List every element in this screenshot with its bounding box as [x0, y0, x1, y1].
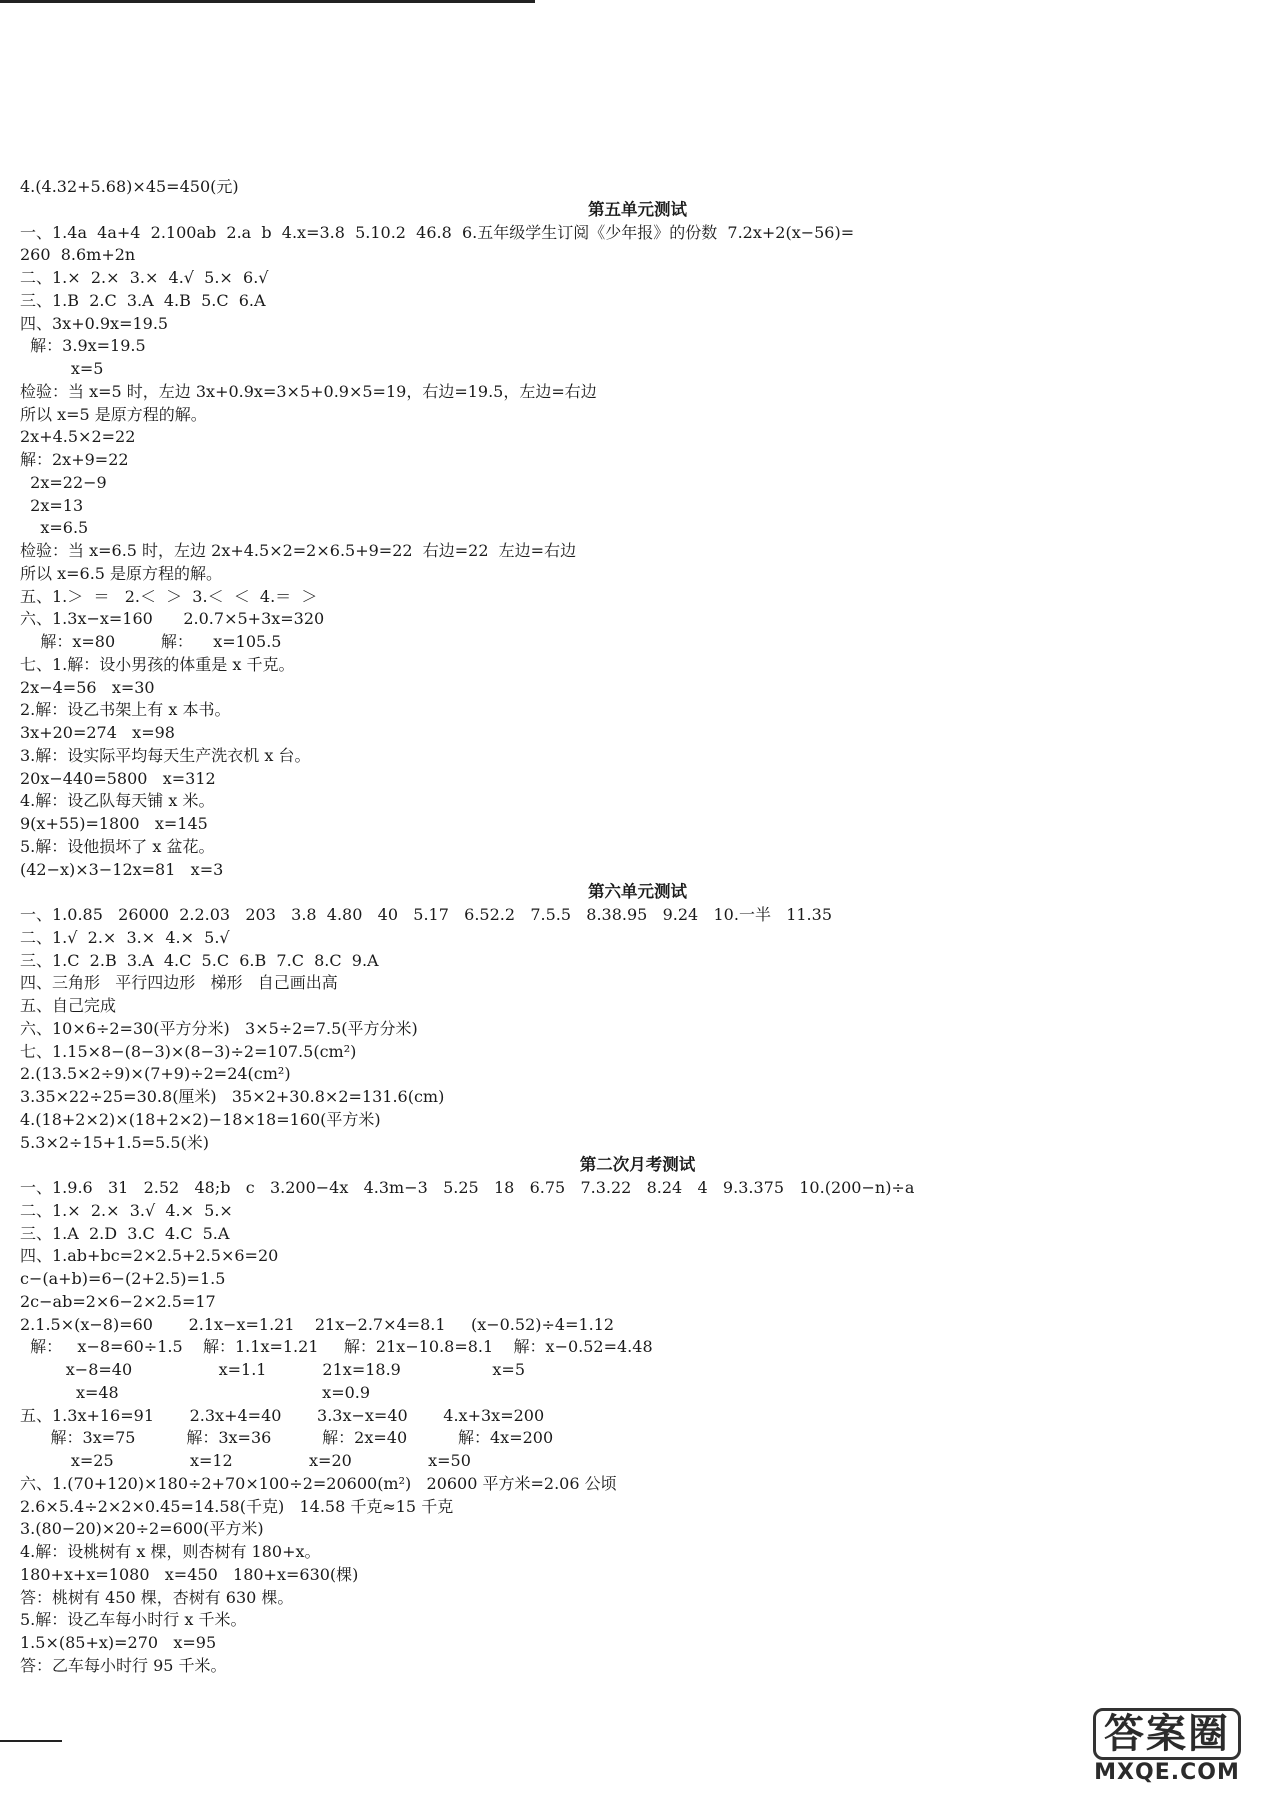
- answer-line: 2x=13: [20, 495, 84, 515]
- answer-line: 六、1.3x−x=160 2.0.7×5+3x=320: [20, 609, 325, 629]
- answer-line: 2x+4.5×2=22: [20, 427, 136, 447]
- answer-line: 所以 x=6.5 是原方程的解。: [20, 563, 223, 583]
- answer-line: 5.解：设他损坏了 x 盆花。: [20, 836, 215, 856]
- answer-line: 260 8.6m+2n: [20, 245, 136, 265]
- answer-line: x−8=40 x=1.1 21x=18.9 x=5: [20, 1360, 525, 1379]
- answer-line: 1.5×(85+x)=270 x=95: [20, 1633, 217, 1652]
- answer-line: x=5: [20, 359, 104, 378]
- answer-line: 三、1.B 2.C 3.A 4.B 5.C 6.A: [20, 290, 266, 310]
- answer-line: 六、1.(70+120)×180÷2+70×100÷2=20600(m²) 20600 平方米=2.06 公顷: [20, 1473, 617, 1493]
- answer-line: 2.1.5×(x−8)=60 2.1x−x=1.21 21x−2.7×4=8.1 (x−0.52)÷4=1.12: [20, 1314, 615, 1334]
- answer-line: 五、1.3x+16=91 2.3x+4=40 3.3x−x=40 4.x+3x=200: [20, 1405, 545, 1425]
- answer-line: 答：乙车每小时行 95 千米。: [20, 1655, 227, 1675]
- answer-line: 四、3x+0.9x=19.5: [20, 313, 169, 333]
- answer-line: 一、1.4a 4a+4 2.100ab 2.a b 4.x=3.8 5.10.2 46.8 6.五年级学生订阅《少年报》的份数 7.2x+2(x−56)=: [20, 222, 855, 242]
- answer-line: c−(a+b)=6−(2+2.5)=1.5: [20, 1269, 226, 1288]
- answer-line: 七、1.15×8−(8−3)×(8−3)÷2=107.5(cm²): [20, 1041, 357, 1061]
- answer-line: 七、1.解：设小男孩的体重是 x 千克。: [20, 654, 295, 674]
- section-title: 第六单元测试: [588, 882, 687, 902]
- answer-line: 解：x=80 解： x=105.5: [20, 632, 282, 651]
- answer-line: 5.解：设乙车每小时行 x 千米。: [20, 1610, 247, 1630]
- answer-line: 二、1.× 2.× 3.√ 4.× 5.×: [20, 1200, 233, 1220]
- answer-line: 2x=22−9: [20, 472, 107, 492]
- answer-line: 2.解：设乙书架上有 x 本书。: [20, 700, 231, 720]
- answer-line: 3x+20=274 x=98: [20, 723, 175, 742]
- answer-line: 解：3.9x=19.5: [20, 336, 146, 356]
- answer-line: 所以 x=5 是原方程的解。: [20, 404, 207, 424]
- answer-line: 五、1.＞ ＝ 2.＜ ＞ 3.＜ ＜ 4.＝ ＞: [20, 586, 318, 606]
- answer-line: 解：3x=75 解：3x=36 解：2x=40 解：4x=200: [20, 1428, 554, 1448]
- answer-line: x=25 x=12 x=20 x=50: [20, 1451, 471, 1470]
- section-title: 第二次月考测试: [579, 1155, 696, 1175]
- answer-line: 三、1.A 2.D 3.C 4.C 5.A: [20, 1223, 230, 1243]
- watermark-url: MXQE.COM: [1094, 1760, 1240, 1785]
- answer-line: 4.(4.32+5.68)×45=450(元): [20, 177, 239, 196]
- answer-line: 六、10×6÷2=30(平方分米) 3×5÷2=7.5(平方分米): [20, 1018, 418, 1038]
- watermark-logo: 答案圈: [1093, 1708, 1241, 1760]
- answer-line: 4.解：设乙队每天铺 x 米。: [20, 791, 215, 811]
- answer-line: x=48 x=0.9: [20, 1382, 371, 1402]
- answer-line: 三、1.C 2.B 3.A 4.C 5.C 6.B 7.C 8.C 9.A: [20, 950, 379, 970]
- answer-line: 2c−ab=2×6−2×2.5=17: [20, 1291, 216, 1311]
- answer-line: (42−x)×3−12x=81 x=3: [20, 859, 224, 879]
- answer-line: 答：桃树有 450 棵，杏树有 630 棵。: [20, 1587, 294, 1607]
- answer-line: 20x−440=5800 x=312: [20, 768, 216, 788]
- answer-line: 四、1.ab+bc=2×2.5+2.5×6=20: [20, 1246, 279, 1266]
- answer-line: 二、1.× 2.× 3.× 4.√ 5.× 6.√: [20, 268, 269, 287]
- answer-line: 4.(18+2×2)×(18+2×2)−18×18=160(平方米): [20, 1109, 381, 1129]
- top-rule: [0, 0, 535, 3]
- answer-line: 2.6×5.4÷2×2×0.45=14.58(千克) 14.58 千克≈15 千克: [20, 1496, 454, 1516]
- bottom-rule: [0, 1740, 62, 1742]
- answer-content: [20, 176, 1255, 1678]
- answer-line: 3.(80−20)×20÷2=600(平方米): [20, 1519, 264, 1539]
- answer-line: 一、1.9.6 31 2.52 48;b c 3.200−4x 4.3m−3 5.25 18 6.75 7.3.22 8.24 4 9.3.375 10.(200−n)÷a: [20, 1178, 915, 1197]
- answer-line: 180+x+x=1080 x=450 180+x=630(棵): [20, 1564, 359, 1584]
- answer-line: 一、1.0.85 26000 2.2.03 203 3.8 4.80 40 5.17 6.52.2 7.5.5 8.38.95 9.24 10.一半 11.35: [20, 905, 833, 924]
- answer-line: 3.35×22÷25=30.8(厘米) 35×2+30.8×2=131.6(cm): [20, 1087, 445, 1106]
- answer-line: 2.(13.5×2÷9)×(7+9)÷2=24(cm²): [20, 1064, 291, 1084]
- answer-line: 五、自己完成: [20, 996, 117, 1015]
- answer-line: 四、三角形 平行四边形 梯形 自己画出高: [20, 973, 338, 993]
- answer-line: 9(x+55)=1800 x=145: [20, 814, 208, 833]
- answer-line: 3.解：设实际平均每天生产洗衣机 x 台。: [20, 745, 311, 765]
- answer-line: 4.解：设桃树有 x 棵，则杏树有 180+x。: [20, 1542, 321, 1561]
- answer-line: 解：2x+9=22: [20, 450, 129, 469]
- answer-line: x=6.5: [20, 518, 89, 538]
- answer-line: 检验：当 x=5 时，左边 3x+0.9x=3×5+0.9×5=19，右边=19.5，左边=右边: [20, 381, 597, 401]
- watermark: [1077, 1706, 1257, 1788]
- answer-line: 二、1.√ 2.× 3.× 4.× 5.√: [20, 927, 230, 947]
- answer-line: 2x−4=56 x=30: [20, 677, 155, 697]
- answer-line: 解： x−8=60÷1.5 解：1.1x=1.21 解：21x−10.8=8.1 解：x−0.52=4.48: [20, 1337, 653, 1357]
- section-title: 第五单元测试: [588, 199, 687, 219]
- answer-line: 检验：当 x=6.5 时，左边 2x+4.5×2=2×6.5+9=22 右边=22 左边=右边: [20, 541, 577, 560]
- answer-line: 5.3×2÷15+1.5=5.5(米): [20, 1132, 209, 1152]
